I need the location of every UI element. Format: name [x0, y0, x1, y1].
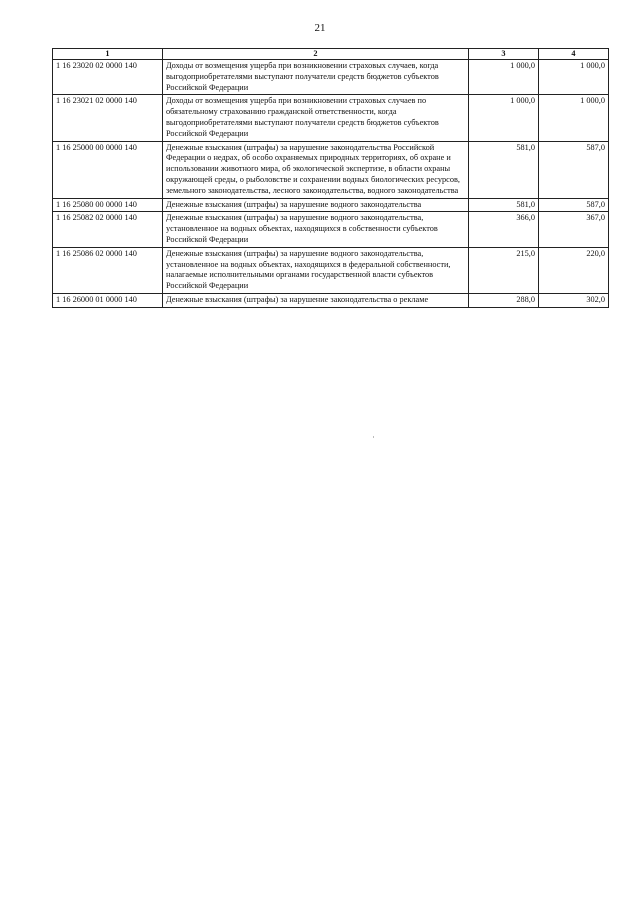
amount-col-4: 302,0 [539, 293, 609, 307]
amount-col-3: 1 000,0 [469, 95, 539, 141]
revenue-name: Доходы от возмещения ущерба при возникновении страховых случаев по обязательному страхованию гражданской ответственности, когда выгодоприобретателями выступают получатели средств бюджетов субъектов Российской Федерации [163, 95, 469, 141]
scan-speck [373, 436, 374, 438]
table-row [53, 198, 609, 212]
budget-code: 1 16 23021 02 0000 140 [53, 95, 163, 141]
header-col-3: 3 [469, 49, 539, 60]
header-col-4: 4 [539, 49, 609, 60]
table-row [53, 212, 609, 247]
amount-col-3: 366,0 [469, 212, 539, 247]
table-header-row [53, 49, 609, 60]
page-number: 21 [314, 22, 326, 34]
amount-col-4: 1 000,0 [539, 60, 609, 95]
budget-code: 1 16 25082 02 0000 140 [53, 212, 163, 247]
budget-code: 1 16 25080 00 0000 140 [53, 198, 163, 212]
revenue-name: Денежные взыскания (штрафы) за нарушение законодательства Российской Федерации о недрах, об особо охраняемых природных территориях, об охране и использовании животного мира, об экологической экспертизе, в области охраны окружающей среды, о рыболовстве и сохранении водных биологических ресурсов, земельного законодательства, лесного законодательства, водного законодательства [163, 141, 469, 198]
header-col-1: 1 [53, 49, 163, 60]
amount-col-4: 367,0 [539, 212, 609, 247]
revenue-name: Доходы от возмещения ущерба при возникновении страховых случаев, когда выгодоприобретателями выступают получатели средств бюджетов субъектов Российской Федерации [163, 60, 469, 95]
amount-col-4: 1 000,0 [539, 95, 609, 141]
table-row [53, 60, 609, 95]
table-row [53, 95, 609, 141]
budget-code: 1 16 25086 02 0000 140 [53, 247, 163, 293]
amount-col-3: 581,0 [469, 141, 539, 198]
table-row [53, 247, 609, 293]
revenue-table [52, 48, 609, 308]
budget-code: 1 16 23020 02 0000 140 [53, 60, 163, 95]
amount-col-3: 288,0 [469, 293, 539, 307]
budget-code: 1 16 25000 00 0000 140 [53, 141, 163, 198]
table-row [53, 293, 609, 307]
amount-col-3: 581,0 [469, 198, 539, 212]
amount-col-4: 587,0 [539, 141, 609, 198]
amount-col-3: 1 000,0 [469, 60, 539, 95]
amount-col-4: 587,0 [539, 198, 609, 212]
revenue-name: Денежные взыскания (штрафы) за нарушение законодательства о рекламе [163, 293, 469, 307]
table-row [53, 141, 609, 198]
revenue-name: Денежные взыскания (штрафы) за нарушение водного законодательства [163, 198, 469, 212]
header-col-2: 2 [163, 49, 469, 60]
revenue-name: Денежные взыскания (штрафы) за нарушение водного законодательства, установленное на водных объектах, находящихся в федеральной собственности, налагаемые исполнительными органами государственной власти субъектов Российской Федерации [163, 247, 469, 293]
budget-code: 1 16 26000 01 0000 140 [53, 293, 163, 307]
amount-col-3: 215,0 [469, 247, 539, 293]
revenue-name: Денежные взыскания (штрафы) за нарушение водного законодательства, установленное на водных объектах, находящихся в собственности субъектов Российской Федерации [163, 212, 469, 247]
amount-col-4: 220,0 [539, 247, 609, 293]
